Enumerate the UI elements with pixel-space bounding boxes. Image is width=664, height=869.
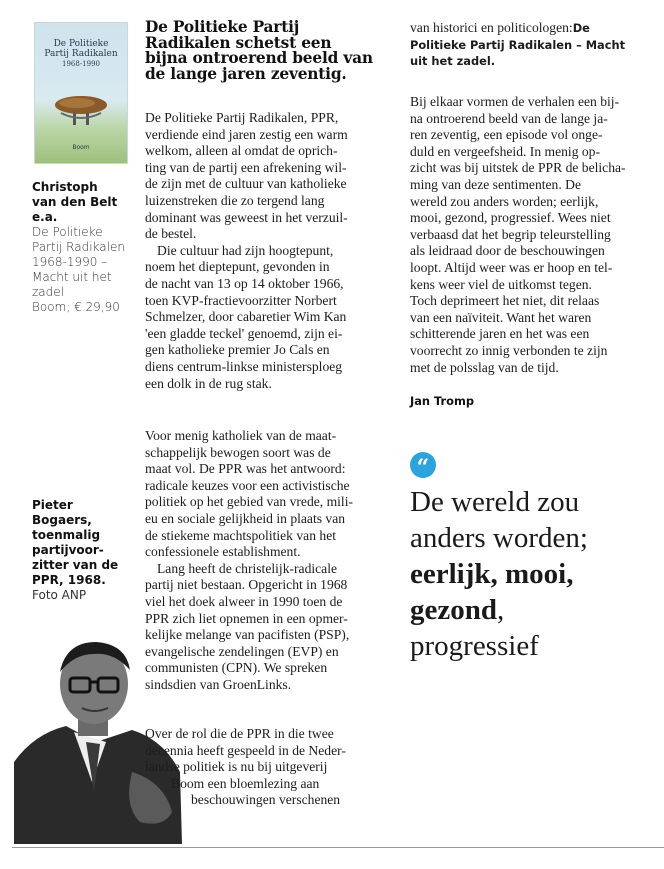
- text-line: schappelijk bewogen soort was de: [145, 444, 331, 460]
- text-line: toen KVP-fractievoorzitter Norbert: [145, 292, 337, 308]
- book-cover-image: [34, 22, 128, 164]
- quote-bold-word: gezond: [410, 594, 497, 626]
- headline-line: Radikalen schetst een: [145, 33, 332, 52]
- headline-line: de lange jaren zeventig.: [145, 64, 347, 83]
- cover-title-line: De Politieke: [53, 39, 109, 49]
- text-line: ming van deze sentimenten. De: [410, 176, 581, 192]
- text-line: landse politiek is nu bij uitgeverij: [145, 759, 328, 775]
- text-line: de nacht van 13 op 14 oktober 1966,: [145, 275, 344, 291]
- text-line: De Politieke Partij Radikalen, PPR,: [145, 110, 339, 125]
- text-line: politiek op het gebied van vrede, mili-: [145, 494, 354, 510]
- text-line: de stiekeme machtspolitiek van het: [145, 527, 337, 543]
- text-line: beschouwingen verschenen: [191, 792, 341, 808]
- quote-comma: ,: [497, 594, 505, 626]
- text-line: PPR zich liet opnemen in een opmer-: [145, 610, 348, 626]
- text-line: radicale keuzes voor een activistische: [145, 477, 350, 493]
- text-line: luizenstreken die zo tergend lang: [145, 192, 325, 208]
- quote-glyph: “: [416, 455, 430, 481]
- article-paragraph: [410, 20, 656, 70]
- text-line: duld en vergeefsheid. In menig op-: [410, 143, 601, 159]
- caption-text: PPR, 1968.: [32, 573, 106, 587]
- text-line: ren zeventig, een episode vol onge-: [410, 127, 603, 143]
- caption-text: zitter van de: [32, 558, 119, 572]
- book-author: e.a.: [32, 210, 58, 224]
- cover-title-line: Partij Radikalen: [44, 49, 118, 59]
- book-title: zadel: [32, 285, 64, 299]
- book-title: Macht uit het: [32, 270, 112, 284]
- text-line: mooi, gezond, progressief. Wees niet: [410, 210, 611, 226]
- book-price: Boom; € 29,90: [32, 300, 120, 314]
- text-line: verdiende eind jaren zestig een warm: [145, 126, 348, 142]
- text-line: sindsdien van GroenLinks.: [145, 676, 292, 692]
- text-line: Bij elkaar vormen de verhalen een bij-: [410, 94, 620, 109]
- quote-line: De wereld zou: [410, 486, 580, 518]
- text-line: confessionele establishment.: [145, 544, 301, 560]
- quote-mark-icon: [410, 452, 436, 481]
- text-line: Toch deprimeert het niet, dit relaas: [410, 293, 600, 309]
- article-paragraph: [410, 94, 656, 376]
- book-author: Christoph: [32, 180, 98, 194]
- book-info: [32, 180, 132, 315]
- text-line: decennia heeft gespeeld in de Neder-: [145, 742, 346, 758]
- headline-line: De Politieke Partij: [145, 18, 300, 36]
- book-title: De Politieke: [32, 225, 103, 239]
- text-line: Die cultuur had zijn hoogtepunt,: [157, 242, 334, 258]
- quote-line: anders worden;: [410, 522, 588, 554]
- text-line: ting van de partij een afrekening wil-: [145, 159, 347, 175]
- headline-line: bijna ontroerend beeld van: [145, 49, 373, 68]
- text-line: loopt. Altijd weer was er hoop en tel-: [410, 259, 613, 275]
- book-title-inline: De: [572, 21, 590, 35]
- text-line: de zijn met de cultuur van katholieke: [145, 176, 347, 192]
- text-line: eu en sociale gelijkheid in plaats van: [145, 510, 346, 526]
- page-divider: [12, 847, 664, 848]
- text-line: zicht was bij uitstek de PPR de belicha-: [410, 160, 626, 176]
- text-line: viel het doek alweer in 1990 toen de: [145, 593, 343, 609]
- text-line: schitterende jaren en het was een: [410, 326, 590, 342]
- text-line: welkom, alleen al omdat de oprich-: [145, 143, 338, 159]
- cover-title-line: 1968-1990: [62, 60, 100, 68]
- book-cover-publisher: Boom: [72, 144, 90, 151]
- quote-line: [410, 592, 650, 628]
- caption-text: partijvoor-: [32, 543, 104, 557]
- text-line: 'een gladde teckel' genoemd, zijn ei-: [145, 325, 343, 341]
- text-fragment: van historici en politicologen:: [410, 20, 573, 35]
- text-line: de bestel.: [145, 226, 197, 242]
- caption-text: Pieter: [32, 498, 73, 512]
- text-line: communisten (CPN). We spreken: [145, 660, 328, 676]
- text-line: Voor menig katholiek van de maat-: [145, 428, 337, 443]
- book-title: Partij Radikalen: [32, 240, 125, 254]
- text-line: na ontroerend beeld van de lange ja-: [410, 110, 608, 126]
- bicycle-saddle-illustration: [53, 93, 109, 127]
- pull-quote: [410, 484, 650, 664]
- text-line: als leidraad door de beschouwingen: [410, 243, 605, 259]
- text-line: partij niet bestaan. Opgericht in 1968: [145, 577, 348, 593]
- text-line: evangelische zendelingen (EVP) en: [145, 643, 339, 659]
- quote-line: progressief: [410, 630, 539, 662]
- text-line: Boom een bloemlezing aan: [171, 775, 320, 791]
- book-title-inline: uit het zadel.: [410, 54, 496, 69]
- book-author: van den Belt: [32, 195, 118, 209]
- text-line: verbaasd dat het begrip teleurstelling: [410, 226, 611, 242]
- text-line: kens weer viel de uitkomst tegen.: [410, 276, 592, 292]
- text-line: dominant was geweest in het verzuil-: [145, 209, 348, 225]
- book-title: 1968-1990 –: [32, 255, 108, 269]
- caption-text: toenmalig: [32, 528, 101, 542]
- text-line: noem het dieptepunt, gevonden in: [145, 259, 330, 275]
- text-line: voorrecht zo innig verbonden te zijn: [410, 342, 608, 358]
- photo-caption: [32, 498, 134, 603]
- text-line: wereld zou anders worden; eerlijk,: [410, 193, 599, 209]
- text-line: gen katholieke premier Jo Cals en: [145, 342, 330, 358]
- book-cover-title: [39, 39, 123, 69]
- quote-line: eerlijk, mooi,: [410, 558, 574, 590]
- article-headline: [145, 20, 397, 82]
- text-line: maat vol. De PPR was het antwoord:: [145, 461, 346, 477]
- text-line: Lang heeft de christelijk-radicale: [157, 560, 338, 576]
- text-line: diens centrum-linkse ministersploeg: [145, 358, 343, 374]
- photo-credit: Foto ANP: [32, 588, 87, 602]
- article-paragraph: [145, 428, 393, 694]
- text-line: van een naïviteit. Want het waren: [410, 309, 592, 325]
- text-line: [410, 20, 656, 37]
- text-line: Schmelzer, door cabaretier Wim Kan: [145, 309, 347, 325]
- book-title-inline: Politieke Partij Radikalen – Macht: [410, 37, 626, 52]
- article-paragraph: [145, 726, 393, 809]
- author-byline: Jan Tromp: [410, 394, 474, 408]
- text-line: Over de rol die de PPR in die twee: [145, 726, 334, 741]
- text-line: een dolk in de rug stak.: [145, 375, 272, 391]
- caption-text: Bogaers,: [32, 513, 92, 527]
- text-line: met de polsslag van de tijd.: [410, 359, 559, 375]
- text-line: kelijke melange van pacifisten (PSP),: [145, 627, 350, 643]
- article-paragraph: [145, 110, 393, 392]
